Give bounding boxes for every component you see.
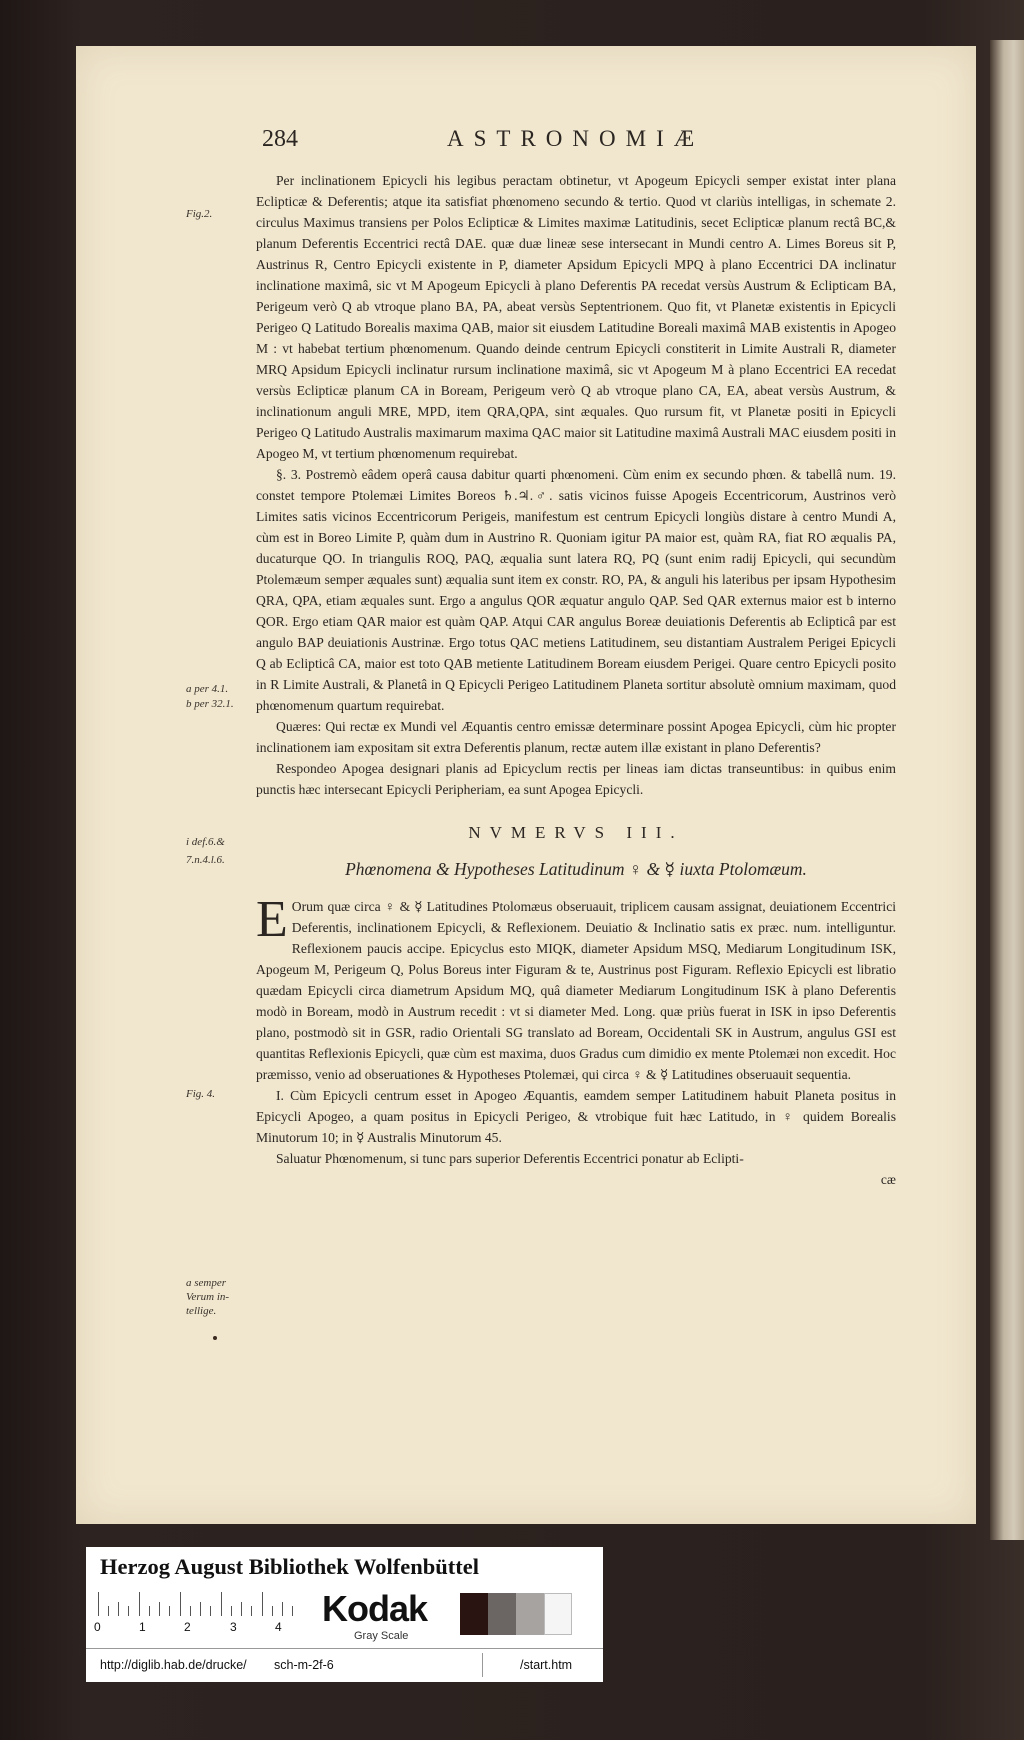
- section-subtitle: Phœnomena & Hypotheses Latitudinum ♀ & ☿ iuxta Ptolomæum.: [345, 859, 807, 879]
- adjacent-page-edge: [990, 40, 1024, 1540]
- library-color-card: [86, 1547, 603, 1682]
- margin-note-n416: 7.n.4.l.6.: [186, 854, 225, 866]
- paragraph-2: §. 3. Postremò eâdem operâ causa dabitur quarti phœnomeni. Cùm enim ex secundo phœn. & tabellâ num. 19. constet tempore Ptolemæi Limites Boreos ♄.♃.♂. satis vicinos fuisse Apogeis Eccentricorum, Austrinos verò Limites satis vicinos Eccentricorum Perigeis, manifestum est centrum Epicycli longiùs distare à centro Mundi A, cùm est in Boreo Limite P, quàm dum in Austrino R. Quoniam igitur PA maior est, quàm RA, fiat RO æqualis PA, ducaturque QO. In triangulis ROQ, PAQ, æqualia sunt latera RQ, PQ (sunt enim radij Epicycli, qui secundùm Ptolemæum semper æquales sunt) æqualia sunt item ex constr. RO, PA, & anguli his lateribus per ipsam Hypothesim QRA, QPA, etiam æquales sunt. Ergo a angulus QOR æquatur angulo QAP. Sed QAR externus maior est b interno QOR. Ergo etiam QAR maior est quàm QAP. Atqui CAR angulus Boreæ deuiationis Deferentis ab Eclipticâ par est angulo BAP deuiationis Austrinæ. Ergo totus QAC metiens Latitudinem, seu distantiam Australem Perigei Epicycli Q ab Eclipticâ CA, maior est toto QAB metiente Latitudinem Boream eiusdem Perigei. Quare centro Epicycli posito in R Limite Australi, & Planetâ in Q Epicycli Perigeo Latitudinem Planeta sortitur absolutè omnium maximam, quod phœnomenum quartum requirebat.: [256, 467, 896, 713]
- page-header: [262, 126, 912, 166]
- paragraph-5: [256, 891, 896, 1085]
- book-page: [76, 46, 976, 1524]
- swatch-light: [516, 1593, 544, 1635]
- gray-scale-label: Gray Scale: [354, 1630, 409, 1642]
- margin-note-tellige: tellige.: [186, 1305, 217, 1317]
- running-head: ASTRONOMIÆ: [447, 126, 705, 151]
- paragraph-7: Saluatur Phœnomenum, si tunc pars superior Deferentis Eccentrici ponatur ab Eclipti-: [276, 1151, 744, 1166]
- start-link: /start.htm: [520, 1658, 573, 1672]
- scale-number: 3: [230, 1620, 237, 1634]
- margin-note-verum: Verum in-: [186, 1291, 230, 1303]
- margin-note-per321: b per 32.1.: [186, 698, 234, 710]
- kodak-logo: Kodak: [322, 1588, 428, 1629]
- swatch-dark: [460, 1593, 488, 1635]
- scale-number: 4: [275, 1620, 282, 1634]
- margin-note-semper: a semper: [186, 1277, 227, 1289]
- scale-numbers: [94, 1620, 294, 1636]
- scale-number: 1: [139, 1620, 146, 1634]
- swatch-mid: [488, 1593, 516, 1635]
- margin-note-per41: a per 4.1.: [186, 683, 229, 695]
- scale-number: 0: [94, 1620, 101, 1634]
- library-name: Herzog August Bibliothek Wolfenbüttel: [100, 1554, 479, 1579]
- card-separator: [482, 1653, 483, 1677]
- margin-note-fig4: Fig. 4.: [186, 1088, 216, 1100]
- scale-number: 2: [184, 1620, 191, 1634]
- drop-cap: E: [256, 891, 288, 948]
- swatch-white: [544, 1593, 572, 1635]
- margin-note-idef6: i def.6.&: [186, 836, 225, 848]
- shelfmark: sch-m-2f-6: [274, 1658, 334, 1672]
- section-title: NVMERVS III.: [468, 823, 684, 842]
- margin-note-fig2: Fig.2.: [186, 208, 213, 220]
- paragraph-3: Quæres: Qui rectæ ex Mundi vel Æquantis centro emissæ determinare possint Apogea Epicycli, cùm hic propter inclinationem iam expositam sit extra Deferentis planum, rectæ autem illæ existant in plano Deferentis?: [256, 719, 896, 755]
- catchword: cæ: [880, 1172, 896, 1187]
- library-url: http://diglib.hab.de/drucke/: [100, 1658, 247, 1672]
- ink-spot: [213, 1336, 217, 1340]
- card-divider: [86, 1648, 603, 1649]
- scale-ruler: [98, 1592, 303, 1616]
- paragraph-4: Respondeo Apogea designari planis ad Epicyclum rectis per lineas iam dictas transeuntibus: in quibus enim punctis hæc intersecant Epicycli Peripheriam, ea sunt Apogea Epicycli.: [256, 761, 896, 797]
- page-body: [256, 170, 896, 1190]
- page-number: 284: [262, 126, 298, 152]
- paragraph-5-text: Orum quæ circa ♀ & ☿ Latitudines Ptolomæus obseruauit, triplicem causam assignat, deuiationem Eccentrici Deferentis, inclinationem Epicycli, & Reflexionem. Deuiatio & Inclinatio satis ex præc. num. intelliguntur. Reflexionem paucis accipe. Epicyclus esto MIQK, diameter Apsidum MSQ, Mediarum Longitudinum ISK, Apogeum M, Perigeum Q, Polus Boreus inter Figuram & te, Austrinus post Figuram. Reflexio Epicycli est libratio quædam Epicycli circa diametrum Apsidum MQ, quâ diameter Mediarum Longitudinum ISK à plano Deferentis modò in Boream, modò in Austrum recedit : vt si diameter Med. Long. quæ priùs fuerat in ISK in ipso Deferentis plano, postmodò sit in GSR, radio Orientali SG translato ad Boream, Occidentali SK in Austrum, angulus GSI est quantitas Reflexionis Epicycli, quæ cùm est maxima, duos Gradus cum dimidio ex mente Ptolemæi non excedit. Hoc præmisso, venio ad obseruationes & Hypotheses Ptolemæi, qui circa ♀ & ☿ Latitudines obseruauit sequentia.: [256, 899, 896, 1082]
- paragraph-6: I. Cùm Epicycli centrum esset in Apogeo Æquantis, eamdem semper Latitudinem habuit Planeta positus in Epicycli Apogeo, a quam positus in Epicycli Perigeo, & vtrobique fuit hæc Latitudo, in ♀ quidem Borealis Minutorum 10; in ☿ Australis Minutorum 45.: [256, 1088, 896, 1145]
- paragraph-1: Per inclinationem Epicycli his legibus peractam obtinetur, vt Apogeum Epicycli semper existat inter plana Eclipticæ & Deferentis; atque ita satisfiat phœnomeno secundo & tertio. Quod vt clariùs intelligas, in schemate 2. circulus Maximus transiens per Polos Eclipticæ & Limites maximæ Latitudinis, secet Eclipticæ planum rectâ BC,& planum Deferentis Eccentrici rectâ DAE. quæ duæ lineæ sese intersecant in Mundi centro A. Limes Boreus sit P, Austrinus R, Centro Epicycli existente in P, diameter Apsidum Epicycli MPQ à plano Eccentrici DA inclinatur inclinatione maximâ, sic vt M Apogeum Epicycli à plano Deferentis PA recedat versùs Austrum & Eclipticam BA, Perigeum verò Q ab vtroque plano BA, PA, abeat versùs Septentrionem. Quo fit, vt Planetæ existentis in Epicycli Perigeo Q Latitudo Borealis maxima QAB, maior sit eiusdem Latitudine Boreali maximâ MAB existentis in Apogeo M : vt habebat tertium phœnomenum. Quando deinde centrum Epicycli constiterit in Limite Australi R, diameter MRQ Apsidum Epicycli inclinatur rursum inclinatione maximâ, sic vt Apogeum M à plano Eccentrici EA recedat versùs Eclipticæ planum CA in Boream, Perigeum verò Q ab vtroque plano CA, EA, abeat versùs Austrum, & inclinationum anguli MRE, MPD, item QRA,QPA, sint æquales. Quo rursum fit, vt Planetæ positi in Epicycli Perigeo Q Latitudo Australis maximarum maxima QAC maior sit Latitudine maximâ Australi MAC eiusdem positi in Apogeo M, vt tertium phœnomenum requirebat.: [256, 173, 896, 461]
